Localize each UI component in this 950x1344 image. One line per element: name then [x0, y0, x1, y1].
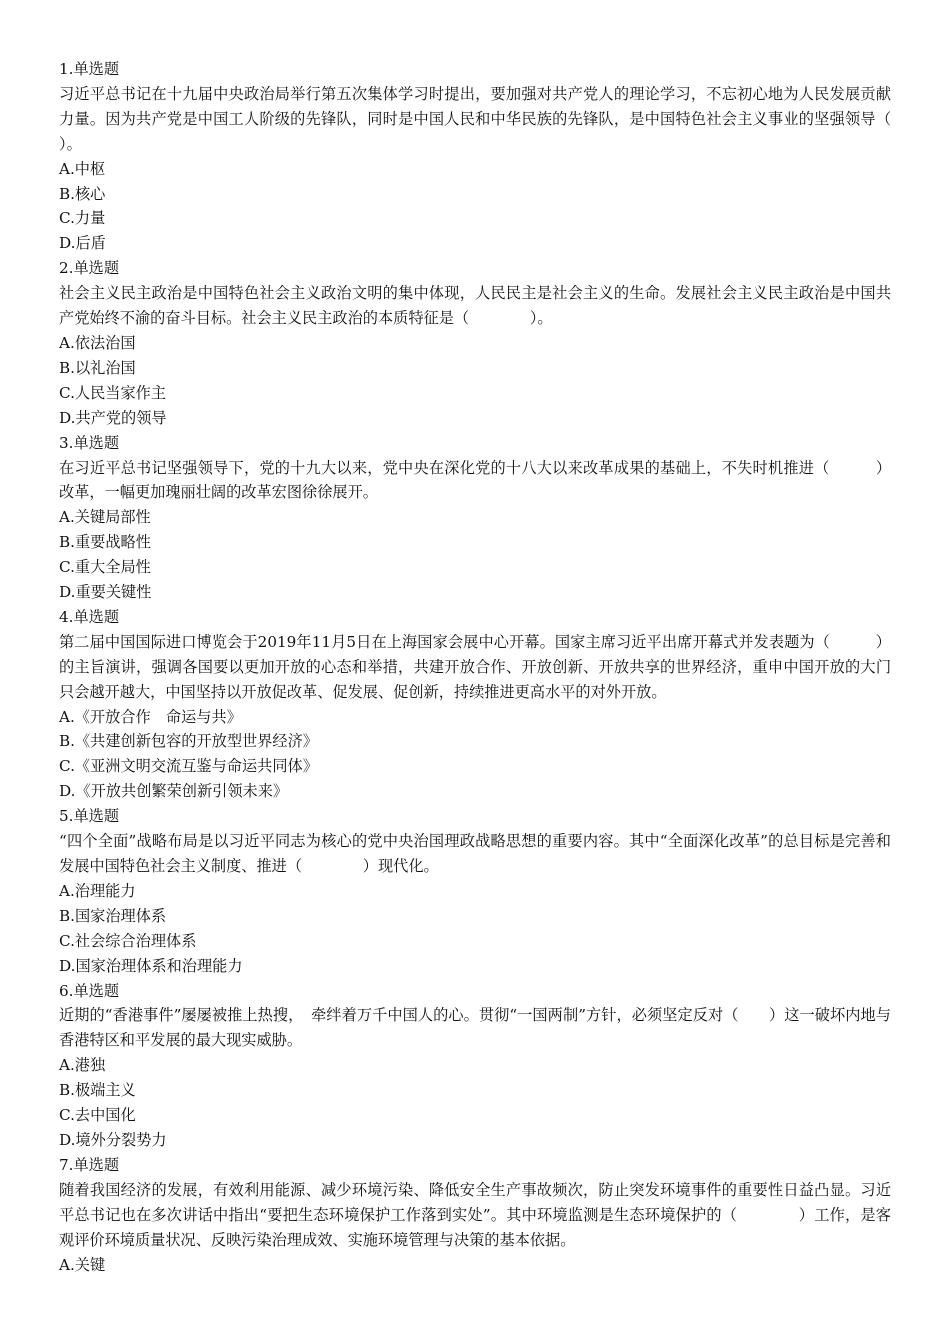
answer-option: D.《开放共创繁荣创新引领未来》 — [59, 782, 289, 801]
answer-option: D.共产党的领导 — [59, 408, 167, 427]
question-stem: 随着我国经济的发展，有效利用能源、减少环境污染、降低安全生产事故频次，防止突发环境事件的重要性日益凸显。习近平总书记也在多次讲话中指出“要把生态环境保护工作落到实处”。其中环境监测是生态环境保护的（ ）工作，是客观评价环境质量状况、反映污染治理成效、实施环境管理与决策的基本依据。 — [59, 1180, 891, 1249]
answer-option: C.重大全局性 — [59, 558, 151, 577]
question-stem: 习近平总书记在十九届中央政治局举行第五次集体学习时提出，要加强对共产党人的理论学习，不忘初心地为人民发展贡献力量。因为共产党是中国工人阶级的先锋队，同时是中国人民和中华民族的先锋队，是中国特色社会主义事业的坚强领导（ ）。 — [59, 84, 937, 153]
answer-option: D.重要关键性 — [59, 583, 152, 602]
answer-option: D.后盾 — [59, 234, 106, 253]
question-block — [59, 1153, 891, 1278]
question-block — [59, 804, 891, 978]
answer-option: A.关键 — [59, 1255, 106, 1274]
question-header: 5.单选题 — [59, 807, 120, 826]
question-header: 1.单选题 — [59, 60, 120, 78]
answer-option: B.《共建创新包容的开放型世界经济》 — [59, 732, 318, 751]
answer-option: A.《开放合作 命运与共》 — [59, 707, 242, 726]
answer-option: A.治理能力 — [59, 881, 136, 900]
question-stem: 在习近平总书记坚强领导下，党的十九大以来，党中央在深化党的十八大以来改革成果的基础上，不失时机推进（ ）改革，一幅更加瑰丽壮阔的改革宏图徐徐展开。 — [59, 458, 891, 502]
answer-option: C.去中国化 — [59, 1106, 136, 1125]
question-header: 7.单选题 — [59, 1155, 120, 1174]
question-header: 6.单选题 — [59, 981, 120, 1000]
question-block — [59, 431, 891, 605]
question-stem: 第二届中国国际进口博览会于2019年11月5日在上海国家会展中心开幕。国家主席习近平出席开幕式并发表题为（ ）的主旨演讲，强调各国要以更加开放的心态和举措，共建开放合作、开放创新、开放共享的世界经济，重申中国开放的大门只会越开越大，中国坚持以开放促改革、促发展、促创新，持续推进更高水平的对外开放。 — [59, 632, 891, 701]
answer-option: B.以礼治国 — [59, 358, 136, 377]
question-block — [59, 256, 891, 430]
question-stem: 社会主义民主政治是中国特色社会主义政治文明的集中体现，人民民主是社会主义的生命。发展社会主义民主政治是中国共产党始终不渝的奋斗目标。社会主义民主政治的本质特征是（ ）。 — [59, 284, 891, 328]
answer-option: A.关键局部性 — [59, 508, 151, 527]
answer-option: C.人民当家作主 — [59, 383, 167, 402]
question-document — [59, 57, 937, 1277]
answer-option: D.国家治理体系和治理能力 — [59, 956, 243, 975]
answer-option: C.力量 — [59, 209, 106, 228]
answer-option: C.社会综合治理体系 — [59, 931, 197, 950]
question-header: 3.单选题 — [59, 433, 120, 452]
question-header: 4.单选题 — [59, 607, 120, 626]
answer-option: A.港独 — [59, 1056, 106, 1075]
answer-option: B.重要战略性 — [59, 533, 151, 552]
answer-option: B.核心 — [59, 184, 106, 203]
answer-option: B.极端主义 — [59, 1081, 136, 1100]
answer-option: A.中枢 — [59, 159, 106, 178]
answer-option: C.《亚洲文明交流互鉴与命运共同体》 — [59, 757, 318, 776]
question-block — [59, 57, 937, 256]
answer-option: D.境外分裂势力 — [59, 1130, 167, 1149]
answer-option: B.国家治理体系 — [59, 906, 167, 925]
question-header: 2.单选题 — [59, 259, 120, 278]
question-stem: “四个全面”战略布局是以习近平同志为核心的党中央治国理政战略思想的重要内容。其中“全面深化改革”的总目标是完善和发展中国特色社会主义制度、推进（ ）现代化。 — [59, 832, 891, 875]
answer-option: A.依法治国 — [59, 333, 136, 352]
question-block — [59, 979, 891, 1153]
question-stem: 近期的“香港事件”屡屡被推上热搜， 牵绊着万千中国人的心。贯彻“一国两制”方针，必须坚定反对（ ）这一破坏内地与香港特区和平发展的最大现实威胁。 — [59, 1006, 891, 1050]
question-block — [59, 605, 891, 804]
